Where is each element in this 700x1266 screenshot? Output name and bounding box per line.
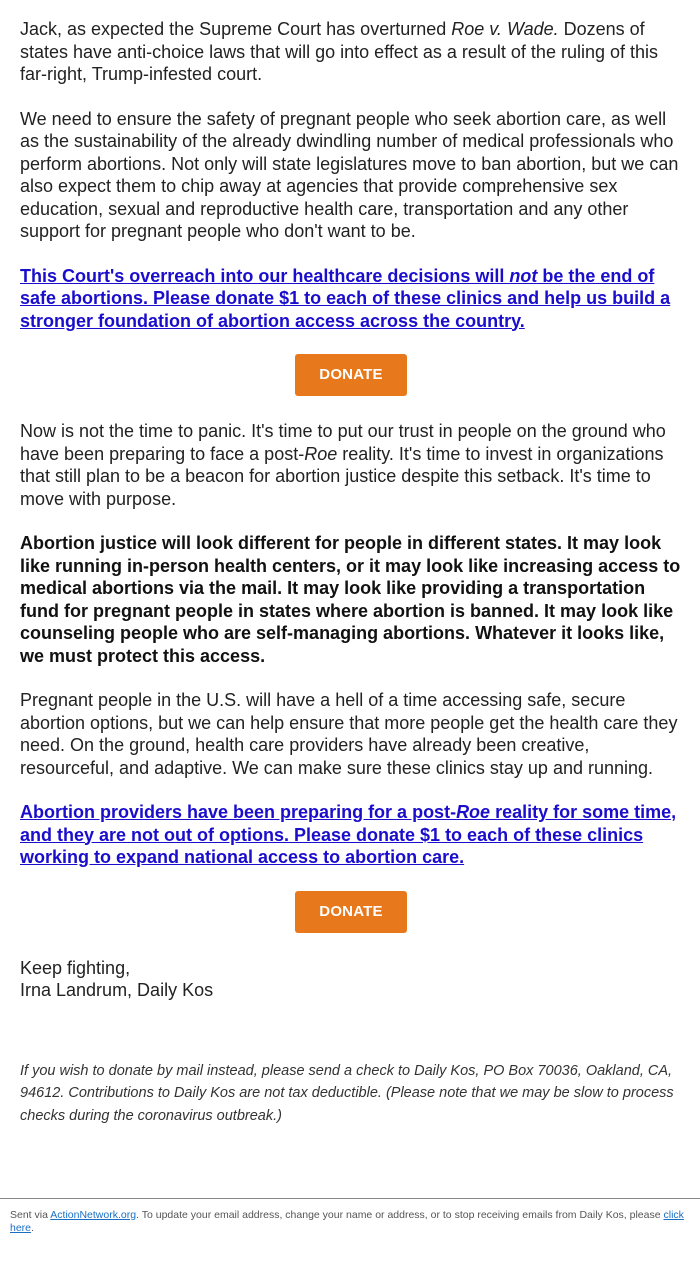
donate-appeal-link-1-paragraph [20,265,682,333]
body-paragraph-3: Now is not the time to panic. It's time to put our trust in people on the ground who have been preparing to face a post-Roe reality. It's time to invest in organizations that still plan to be a beacon for abortion justice despite this setback. It's time to move with purpose. [20,421,666,509]
email-body [20,18,682,1127]
donate-appeal-link-1[interactable]: This Court's overreach into our healthcare decisions will not be the end of safe abortions. Please donate $1 to each of these clinics and help us build a stronger foundation of abortion access across the country. [20,265,671,331]
donate-button-2[interactable]: DONATE [295,891,407,933]
donate-button-1[interactable]: DONATE [295,354,407,396]
signoff-line-1: Keep fighting, [20,957,131,978]
actionnetwork-link[interactable]: ActionNetwork.org [50,1209,137,1221]
donate-button-row-1 [20,354,682,396]
donate-appeal-link-2[interactable]: Abortion providers have been preparing for a post-Roe reality for some time, and they are not out of options. Please donate $1 to each of these clinics working to expand national access to abortion care. [20,802,677,867]
signoff-signature: Irna Landrum, Daily Kos [20,980,214,1000]
body-paragraph-5: Pregnant people in the U.S. will have a hell of a time accessing safe, secure abortion options, but we can help ensure that more people get the health care they need. On the ground, health care providers have already been creative, resourceful, and adaptive. We can make sure these clinics stay up and running. [20,690,678,778]
signoff [20,957,682,1002]
unsubscribe-click-here-link[interactable]: click here [10,1209,684,1234]
mail-donation-footnote: If you wish to donate by mail instead, please send a check to Daily Kos, PO Box 70036, Oakland, CA, 94612. Contributions to Daily Kos are not tax deductible. (Please note that we may be slow to process checks during the coronavirus outbreak.) [20,1062,674,1124]
donate-appeal-link-2-paragraph [20,801,682,869]
bold-paragraph: Abortion justice will look different for people in different states. It may look like running in-person health centers, or it may look like increasing access to medical abortions via the mail. It may look like providing a transportation fund for pregnant people in states where abortion is banned. It may look like counseling people who are self-managing abortions. Whatever it looks like, we must protect this access. [20,533,681,666]
intro-paragraph-1: Jack, as expected the Supreme Court has overturned Roe v. Wade. Dozens of states have anti-choice laws that will go into effect as a result of the ruling of this far-right, Trump-infested court. [20,19,659,84]
roe-v-wade-italic: Roe v. Wade. [451,19,559,39]
donate-button-row-2 [20,891,682,933]
email-footer: Sent via ActionNetwork.org. To update your email address, change your name or address, or to stop receiving emails from Daily Kos, please click here. [0,1198,700,1235]
intro-paragraph-2: We need to ensure the safety of pregnant people who seek abortion care, as well as the sustainability of the already dwindling number of medical professionals who perform abortions. Not only will state legislatures move to ban abortion, but we can also expect them to chip away at agencies that provide comprehensive sex education, sexual and reproductive health care, transportation and any other support for pregnant people who don't want to be. [20,108,679,241]
